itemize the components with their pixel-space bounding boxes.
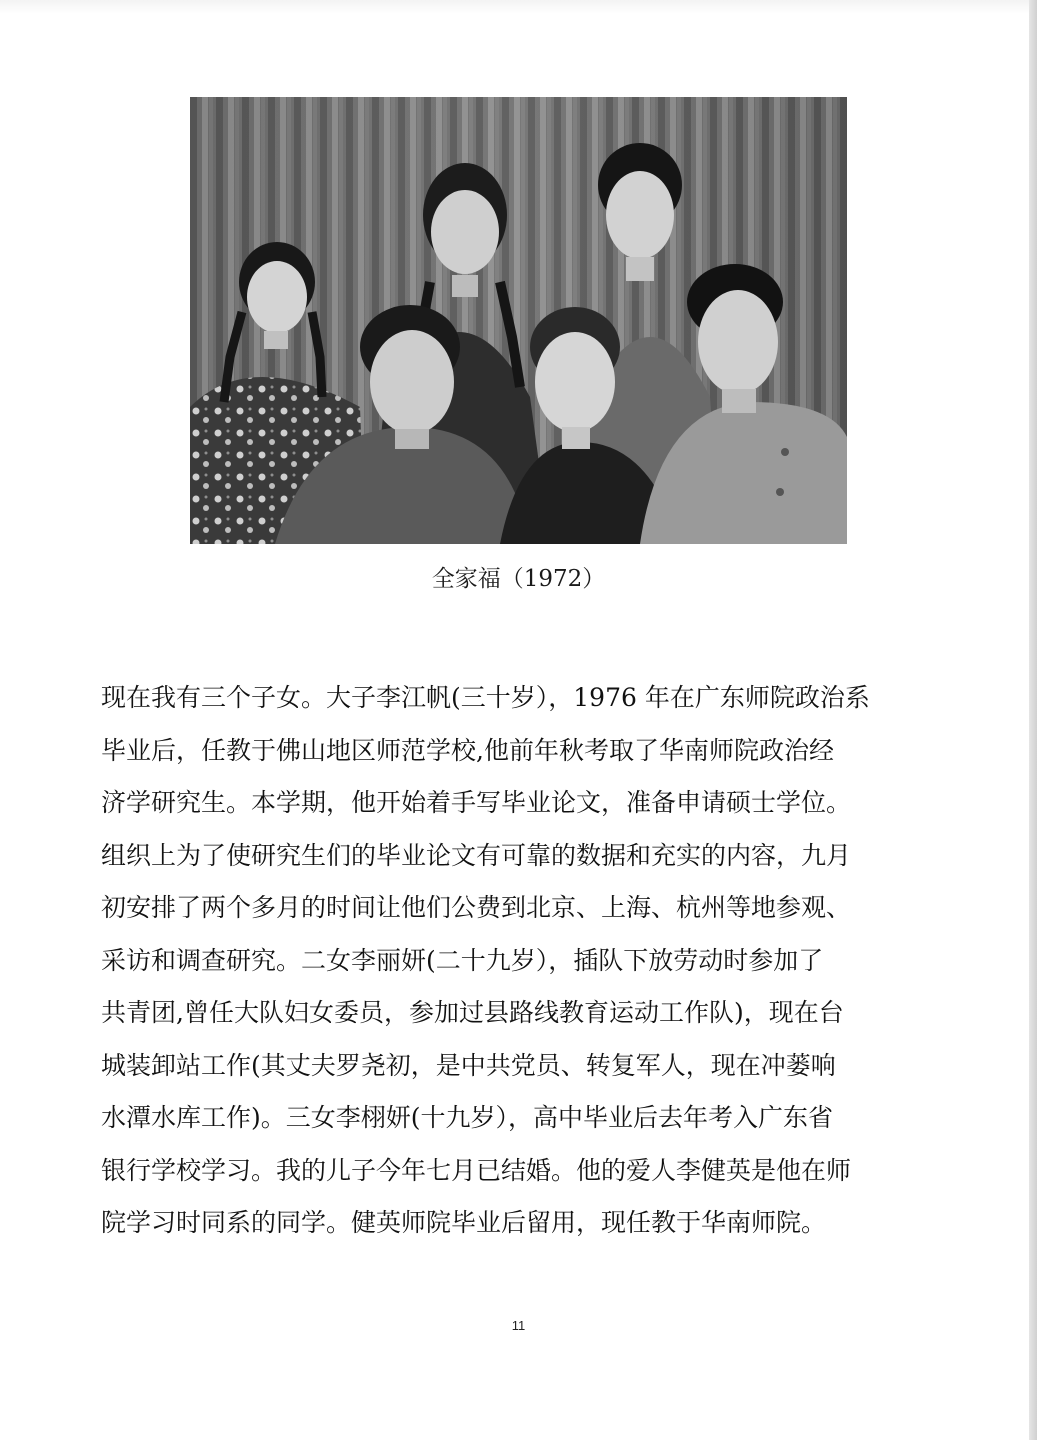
text-line: 院学习时同系的同学。健英师院毕业后留用，现任教于华南师院。 (101, 1208, 827, 1237)
text-line: 现在我有三个子女。大子李江帆(三十岁），1976 年在广东师院政治系 (101, 683, 870, 712)
text-line: 济学研究生。本学期，他开始着手写毕业论文，准备申请硕士学位。 (101, 788, 852, 817)
page-top-shadow (0, 0, 1037, 14)
text-line: 水潭水库工作)。三女李栩妍(十九岁），高中毕业后去年考入广东省 (101, 1103, 834, 1132)
text-line: 城装卸站工作(其丈夫罗尧初，是中共党员、转复军人，现在冲蒌响 (101, 1050, 836, 1080)
photo-caption: 全家福（1972） (431, 566, 606, 592)
text-line: 组织上为了使研究生们的毕业论文有可靠的数据和充实的内容，九月 (101, 840, 852, 870)
family-photo (190, 97, 847, 544)
page-number: 11 (511, 1318, 526, 1333)
text-line: 初安排了两个多月的时间让他们公费到北京、上海、杭州等地参观、 (101, 893, 852, 922)
text-line: 银行学校学习。我的儿子今年七月已结婚。他的爱人李健英是他在师 (101, 1155, 852, 1185)
body-paragraph (101, 672, 941, 1250)
text-line: 毕业后，任教于佛山地区师范学校,他前年秋考取了华南师院政治经 (101, 735, 834, 765)
page-edge-shadow (1029, 0, 1037, 1440)
text-line: 采访和调查研究。二女李丽妍(二十九岁），插队下放劳动时参加了 (101, 945, 824, 975)
text-line: 共青团,曾任大队妇女委员，参加过县路线教育运动工作队)，现在台 (101, 998, 844, 1027)
